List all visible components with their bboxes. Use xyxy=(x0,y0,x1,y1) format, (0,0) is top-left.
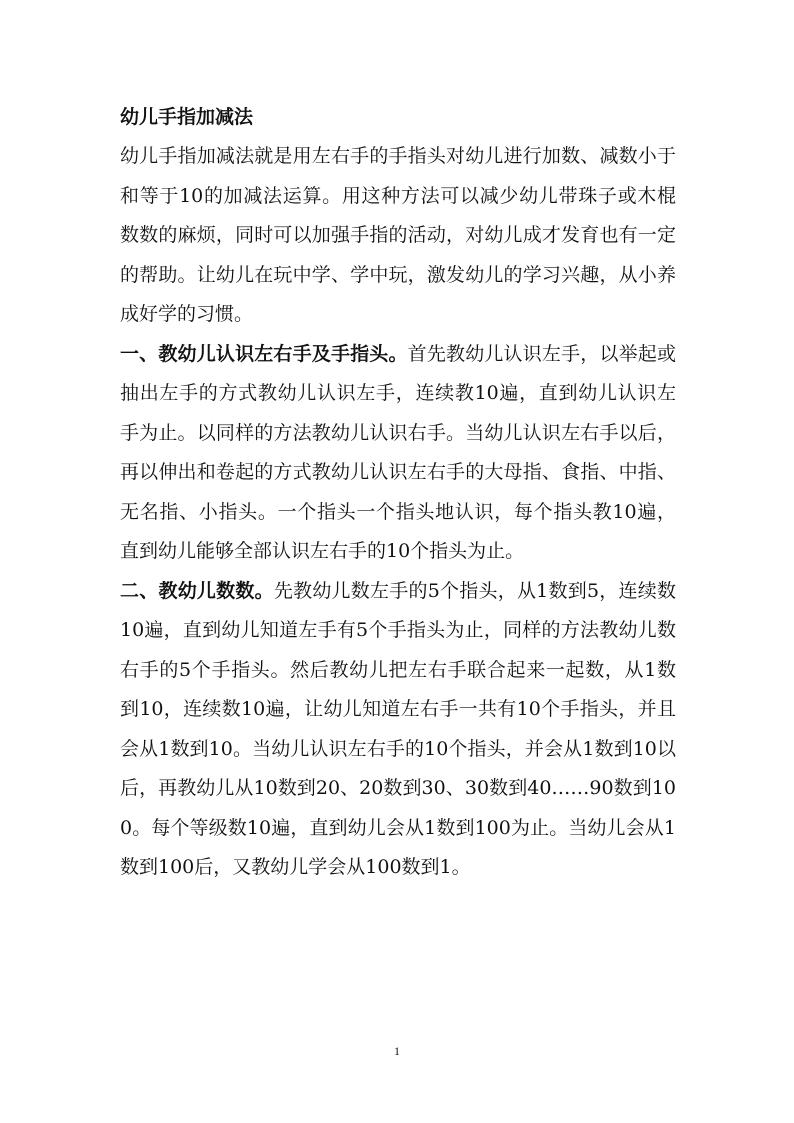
section-2-paragraph xyxy=(120,572,676,888)
page-number: 1 xyxy=(394,1044,400,1058)
section-1-heading: 一、教幼儿认识左右手及手指头。 xyxy=(120,342,408,365)
section-2-heading: 二、教幼儿数数。 xyxy=(120,579,274,602)
intro-paragraph: 幼儿手指加减法就是用左右手的手指头对幼儿进行加数、减数小于和等于10的加减法运算。用这种方法可以减少幼儿带珠子或木棍数数的麻烦，同时可以加强手指的活动，对幼儿成才发育也有一定的帮助。让幼儿在玩中学、学中玩，激发幼儿的学习兴趣，从小养成好学的习惯。 xyxy=(120,145,676,325)
document-title: 幼儿手指加减法 xyxy=(120,106,254,128)
section-2-body: 先教幼儿数左手的5个指头，从1数到5，连续数10遍，直到幼儿知道左手有5个手指头为止，同样的方法教幼儿数右手的5个手指头。然后教幼儿把左右手联合起来一起数，从1数到10，连续数10遍，让幼儿知道左右手一共有10个手指头，并且会从1数到10。当幼儿认识左右手的10个指头，并会从1数到10以后，再教幼儿从10数到20、20数到30、30数到40……90数到100。每个等级数10遍，直到幼儿会从1数到100为止。当幼儿会从1数到100后，又教幼儿学会从100数到1。 xyxy=(120,579,676,878)
document-body xyxy=(120,98,676,888)
section-1-paragraph xyxy=(120,335,676,572)
section-1-body: 首先教幼儿认识左手，以举起或抽出左手的方式教幼儿认识左手，连续教10遍，直到幼儿认识左手为止。以同样的方法教幼儿认识右手。当幼儿认识左右手以后，再以伸出和卷起的方式教幼儿认识左右手的大母指、食指、中指、无名指、小指头。一个指头一个指头地认识，每个指头教10遍，直到幼儿能够全部认识左右手的10个指头为止。 xyxy=(120,342,676,562)
